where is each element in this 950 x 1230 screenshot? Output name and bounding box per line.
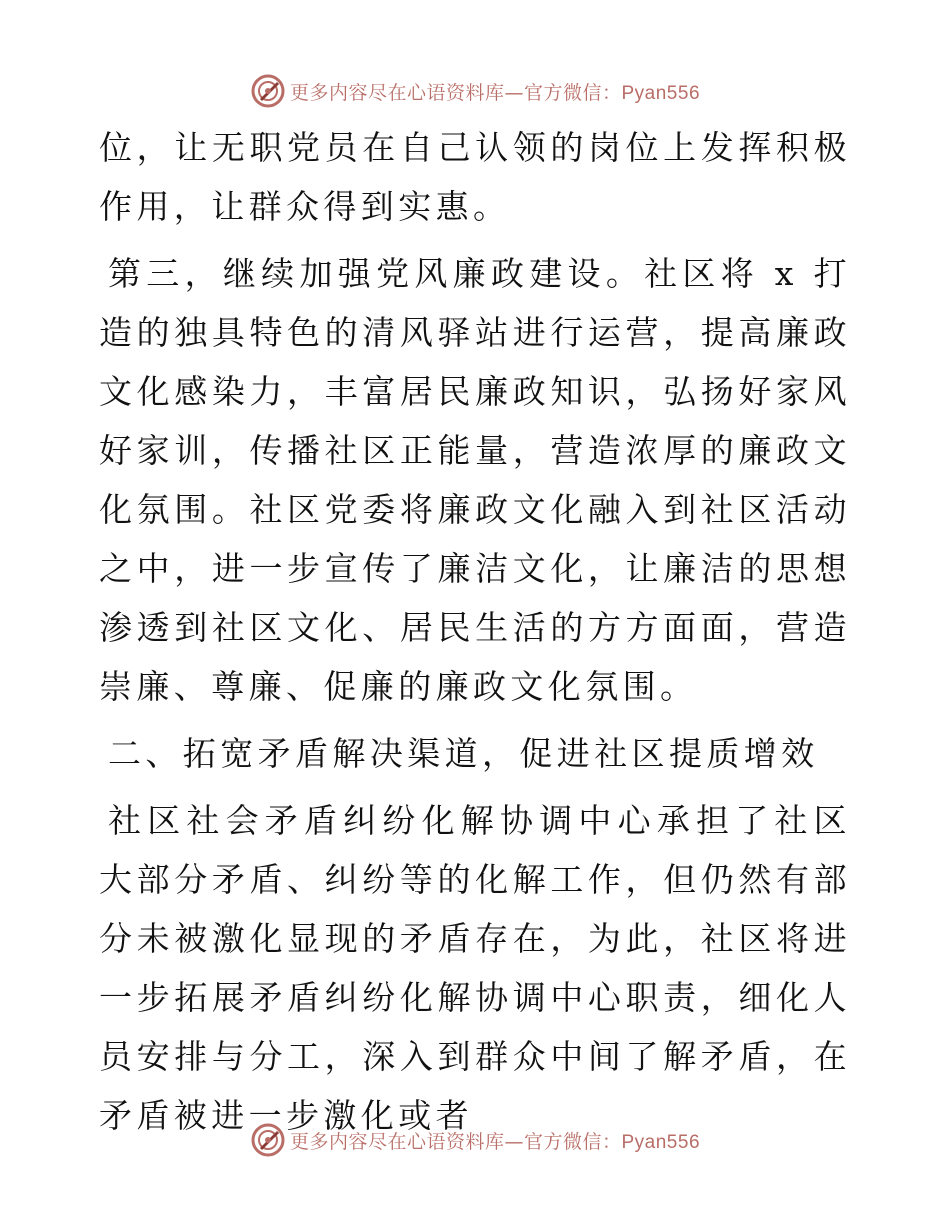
- header-banner: [0, 71, 950, 111]
- paragraph-third-point: 第三，继续加强党风廉政建设。社区将 x 打造的独具特色的清风驿站进行运营，提高廉政文化感染力，丰富居民廉政知识，弘扬好家风好家训，传播社区正能量，营造浓厚的廉政文化氛围。社区党委将廉政文化融入到社区活动之中，进一步宣传了廉洁文化，让廉洁的思想渗透到社区文化、居民生活的方方面面，营造崇廉、尊廉、促廉的廉政文化氛围。: [99, 254, 851, 706]
- banner-text: 更多内容尽在心语资料库—官方微信：Pyan556: [289, 81, 701, 104]
- document-body: [99, 118, 851, 1145]
- seal-logo-icon: [250, 1122, 286, 1158]
- footer-banner: [0, 1120, 950, 1160]
- paragraph-mediation: 社区社会矛盾纠纷化解协调中心承担了社区大部分矛盾、纠纷等的化解工作，但仍然有部分未被激化显现的矛盾存在，为此，社区将进一步拓展矛盾纠纷化解协调中心职责，细化人员安排与分工，深入到群众中间了解矛盾，在矛盾被进一步激化或者: [99, 801, 851, 1135]
- paragraph-continuation: 位，让无职党员在自己认领的岗位上发挥积极作用，让群众得到实惠。: [99, 128, 851, 226]
- banner-text: 更多内容尽在心语资料库—官方微信：Pyan556: [289, 1130, 701, 1153]
- seal-logo-icon: [250, 73, 286, 109]
- section-heading: 二、拓宽矛盾解决渠道，促进社区提质增效: [108, 734, 819, 773]
